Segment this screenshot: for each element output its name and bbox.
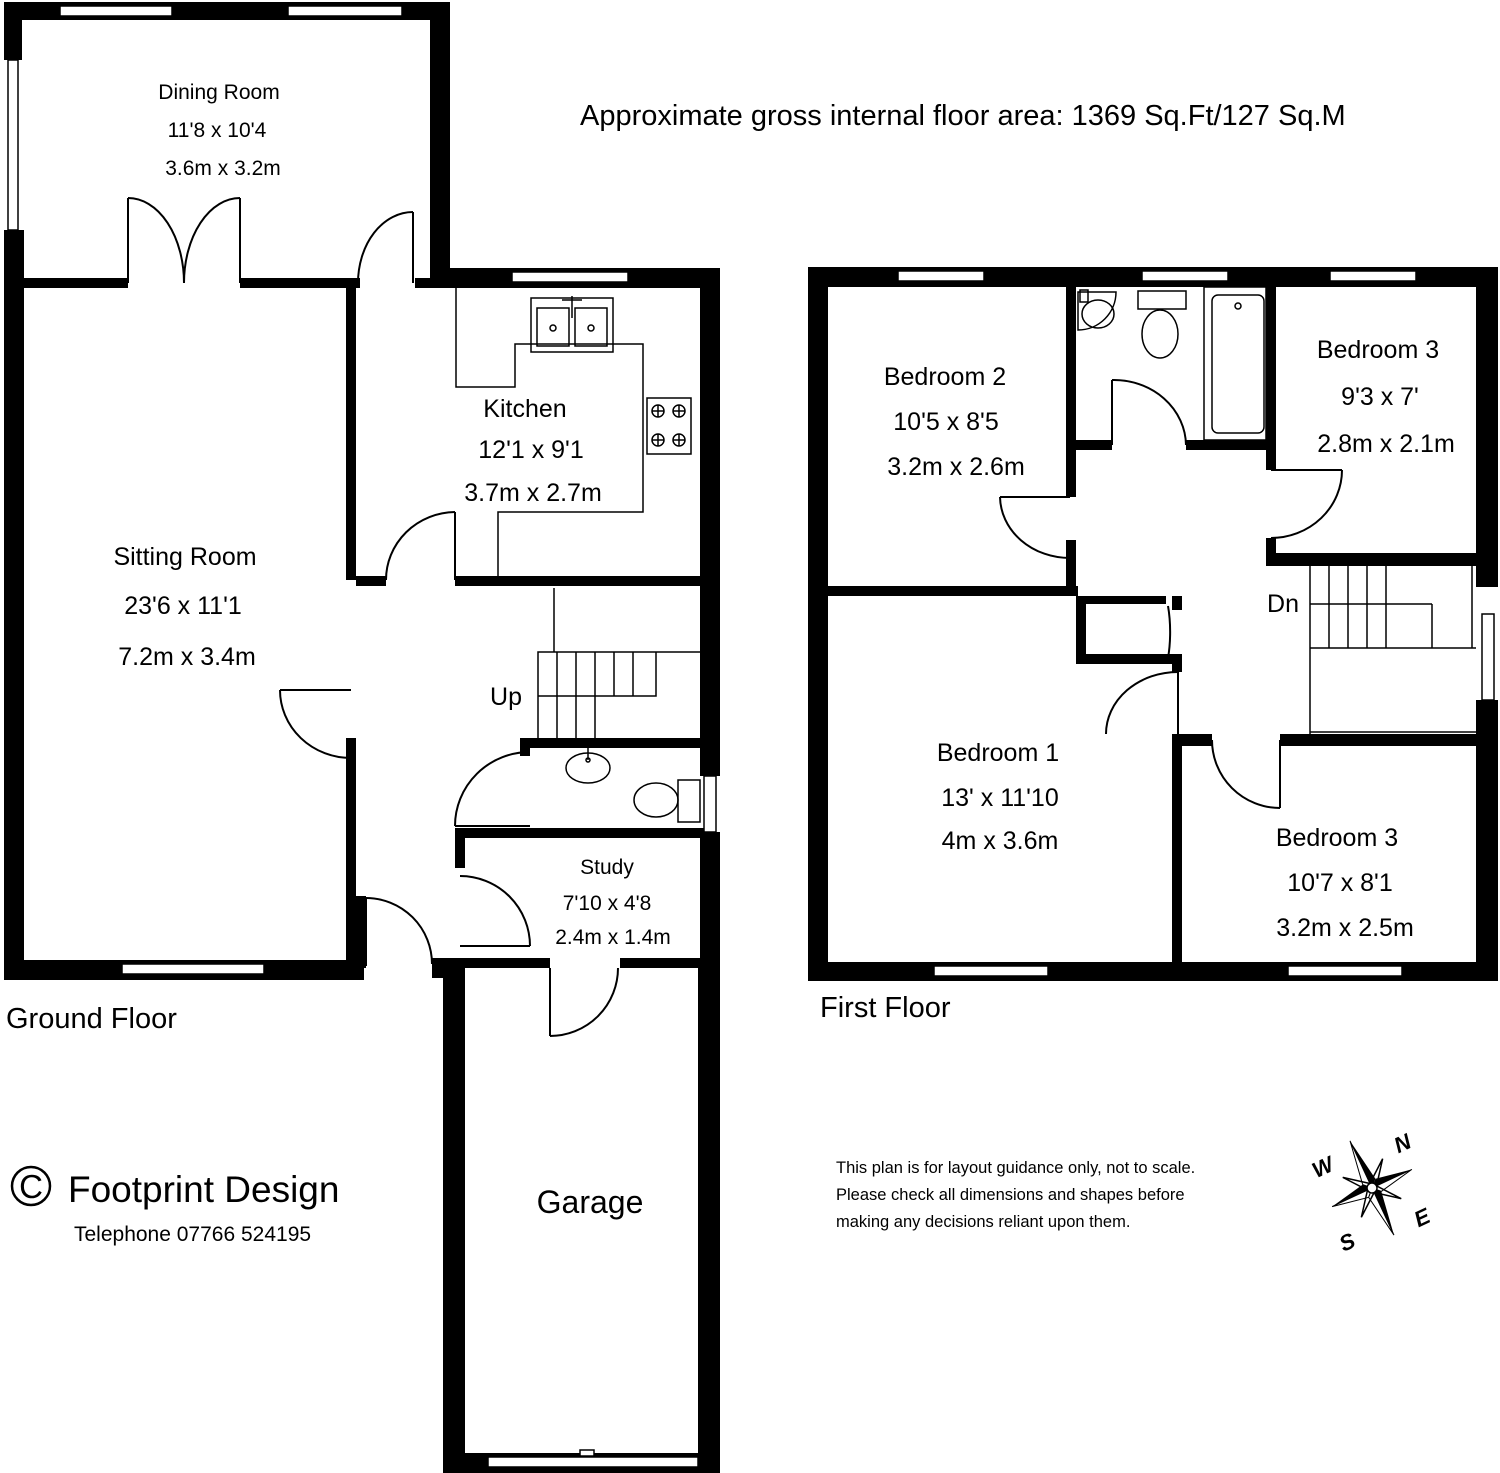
room-size-imperial: 23'6 x 11'1 bbox=[124, 592, 242, 620]
compass-e: E bbox=[1410, 1203, 1434, 1233]
room-size-imperial: 9'3 x 7' bbox=[1341, 383, 1419, 411]
room-size-metric: 3.2m x 2.6m bbox=[887, 453, 1025, 481]
room-label-bedroom-3-bottom bbox=[1276, 824, 1414, 942]
room-size-imperial: 12'1 x 9'1 bbox=[478, 436, 584, 464]
room-size-metric: 2.8m x 2.1m bbox=[1317, 430, 1455, 458]
compass-w: W bbox=[1308, 1151, 1338, 1183]
stairs-down-label: Dn bbox=[1267, 590, 1299, 618]
room-size-imperial: 11'8 x 10'4 bbox=[167, 119, 267, 142]
first-floor-label: First Floor bbox=[820, 992, 951, 1024]
ground-floor-label: Ground Floor bbox=[6, 1003, 177, 1035]
compass-s: S bbox=[1335, 1227, 1360, 1257]
disclaimer-line-2: Please check all dimensions and shapes before bbox=[836, 1186, 1185, 1204]
disclaimer-line-3: making any decisions reliant upon them. bbox=[836, 1213, 1131, 1231]
room-name: Study bbox=[580, 856, 634, 879]
room-name: Dining Room bbox=[158, 81, 280, 104]
brand-telephone: Telephone 07766 524195 bbox=[74, 1223, 312, 1246]
stairs-down bbox=[1310, 566, 1476, 740]
room-size-imperial: 10'5 x 8'5 bbox=[893, 408, 999, 436]
room-name: Bedroom 3 bbox=[1316, 336, 1440, 364]
room-size-imperial: 10'7 x 8'1 bbox=[1287, 869, 1393, 897]
room-size-metric: 2.4m x 1.4m bbox=[555, 926, 671, 949]
room-size-metric: 3.6m x 3.2m bbox=[165, 157, 281, 180]
room-name: Kitchen bbox=[483, 395, 567, 423]
room-size-imperial: 7'10 x 4'8 bbox=[562, 892, 652, 915]
room-label-dining-room bbox=[158, 81, 280, 180]
compass-rose-icon bbox=[1310, 1122, 1434, 1253]
room-name: Sitting Room bbox=[113, 543, 257, 571]
room-label-kitchen bbox=[464, 395, 602, 507]
room-size-metric: 7.2m x 3.4m bbox=[118, 643, 256, 671]
room-size-metric: 4m x 3.6m bbox=[941, 827, 1059, 855]
room-name: Bedroom 3 bbox=[1275, 824, 1399, 852]
ground-floor-windows bbox=[8, 6, 716, 1467]
brand-block bbox=[12, 1167, 339, 1246]
disclaimer bbox=[836, 1159, 1195, 1231]
room-name-garage: Garage bbox=[536, 1184, 644, 1220]
disclaimer-line-1: This plan is for layout guidance only, not to scale. bbox=[836, 1159, 1196, 1177]
stairs-up-label: Up bbox=[490, 683, 522, 711]
room-name: Bedroom 2 bbox=[883, 363, 1007, 391]
copyright-letter: C bbox=[19, 1168, 43, 1205]
room-size-metric: 3.7m x 2.7m bbox=[464, 479, 602, 507]
room-label-bedroom-1 bbox=[937, 739, 1059, 855]
stairs-up bbox=[538, 588, 700, 738]
brand-name: Footprint Design bbox=[68, 1169, 340, 1210]
compass-n: N bbox=[1389, 1128, 1415, 1159]
gross-area-caption: Approximate gross internal floor area: 1369 Sq.Ft/127 Sq.M bbox=[580, 100, 1346, 132]
room-label-bedroom-2 bbox=[884, 363, 1025, 481]
room-label-study bbox=[555, 856, 671, 949]
room-name: Bedroom 1 bbox=[936, 739, 1060, 767]
room-label-bedroom-3-top bbox=[1317, 336, 1455, 458]
room-size-metric: 3.2m x 2.5m bbox=[1276, 914, 1414, 942]
room-size-imperial: 13' x 11'10 bbox=[941, 784, 1059, 812]
room-label-sitting-room bbox=[113, 543, 256, 671]
ground-floor-walls bbox=[4, 2, 720, 1473]
